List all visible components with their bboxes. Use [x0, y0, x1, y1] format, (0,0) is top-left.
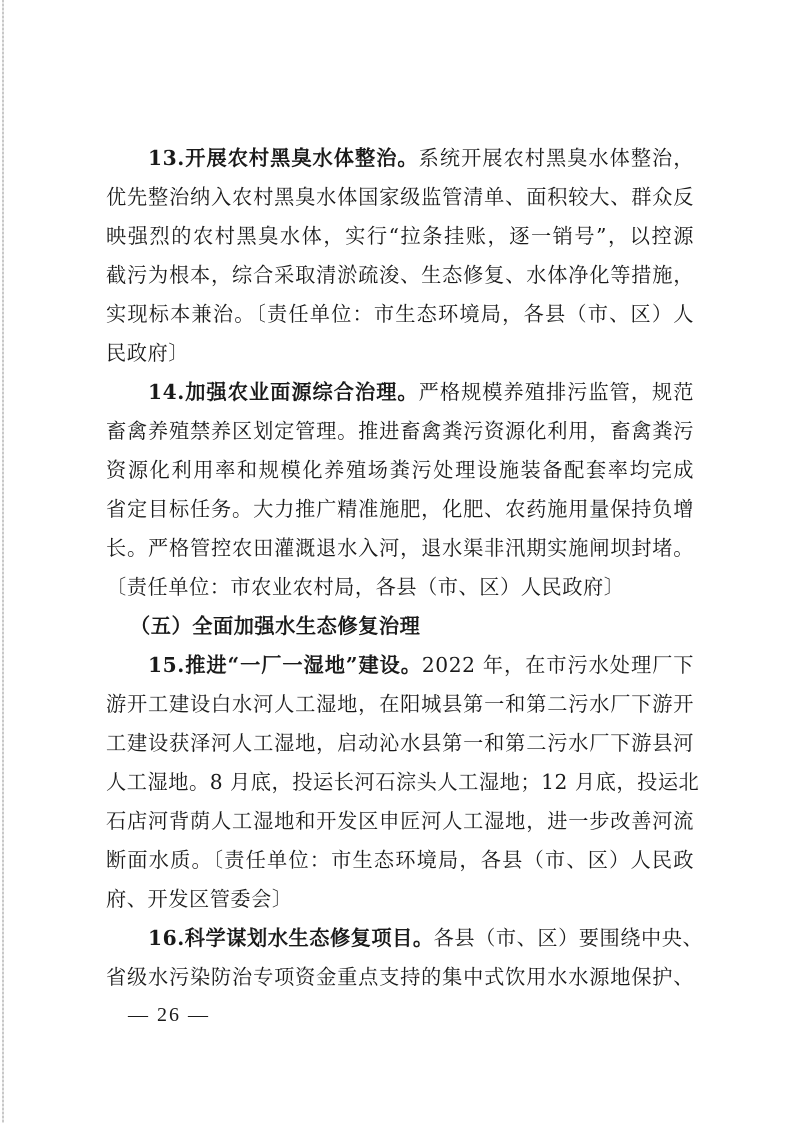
paragraph-13-line-2: 优先整治纳入农村黑臭水体国家级监管清单、面积较大、群众反 [106, 185, 694, 209]
item-15-number: 15. [148, 653, 185, 677]
paragraph-15-line-3: 工建设获泽河人工湿地，启动沁水县第一和第二污水厂下游县河 [106, 731, 694, 755]
paragraph-15-line-6: 断面水质。〔责任单位：市生态环境局，各县（市、区）人民政 [106, 848, 694, 872]
item-14-number: 14. [148, 380, 185, 404]
paragraph-13-line-6: 民政府〕 [106, 341, 189, 365]
item-13-number: 13. [148, 146, 185, 170]
page-number: — 26 — [128, 1004, 210, 1026]
paragraph-15-line-1 [106, 646, 694, 685]
item-13-text: 系统开展农村黑臭水体整治， [418, 146, 694, 170]
paragraph-13-line-3: 映强烈的农村黑臭水体，实行“拉条挂账，逐一销号”，以控源 [106, 224, 694, 248]
paragraph-13-line-4: 截污为根本，综合采取清淤疏浚、生态修复、水体净化等措施， [106, 263, 694, 287]
paragraph-14-line-6: 〔责任单位：市农业农村局，各县（市、区）人民政府〕 [106, 575, 625, 599]
paragraph-14-line-5: 长。严格管控农田灌溉退水入河，退水渠非汛期实施闸坝封堵。 [106, 536, 694, 560]
paragraph-14-line-2: 畜禽养殖禁养区划定管理。推进畜禽粪污资源化利用，畜禽粪污 [106, 419, 694, 443]
item-14-title: 加强农业面源综合治理。 [184, 380, 419, 404]
paragraph-16-line-1 [106, 919, 704, 958]
paragraph-14-line-3: 资源化利用率和规模化养殖场粪污处理设施装备配套率均完成 [106, 458, 694, 482]
paragraph-15-line-2: 游开工建设白水河人工湿地，在阳城县第一和第二污水厂下游开 [106, 692, 694, 716]
document-body [106, 139, 704, 997]
paragraph-13-line-5: 实现标本兼治。〔责任单位：市生态环境局，各县（市、区）人 [106, 302, 694, 326]
item-16-number: 16. [148, 926, 185, 950]
paragraph-15-line-4: 人工湿地。8 月底，投运长河石淙头人工湿地；12 月底，投运北 [106, 770, 700, 794]
item-15-text: 2022 年，在市污水处理厂下 [421, 653, 694, 677]
section-heading: （五）全面加强水生态修复治理 [130, 614, 421, 638]
paragraph-14-line-1 [106, 373, 694, 412]
scan-edge-line [2, 0, 4, 1123]
item-15-title: 推进“一厂一湿地”建设。 [184, 653, 422, 677]
item-14-text: 严格规模养殖排污监管，规范 [418, 380, 694, 404]
item-13-title: 开展农村黑臭水体整治。 [184, 146, 419, 170]
paragraph-15-line-5: 石店河背荫人工湿地和开发区申匠河人工湿地，进一步改善河流 [106, 809, 694, 833]
paragraph-15-line-7: 府、开发区管委会〕 [106, 887, 293, 911]
paragraph-16-line-2: 省级水污染防治专项资金重点支持的集中式饮用水水源地保护、 [106, 965, 694, 989]
paragraph-13-line-1 [106, 139, 694, 178]
paragraph-14-line-4: 省定目标任务。大力推广精准施肥，化肥、农药施用量保持负增 [106, 497, 694, 521]
item-16-text: 各县（市、区）要围绕中央、 [433, 926, 704, 950]
item-16-title: 科学谋划水生态修复项目。 [184, 926, 434, 950]
